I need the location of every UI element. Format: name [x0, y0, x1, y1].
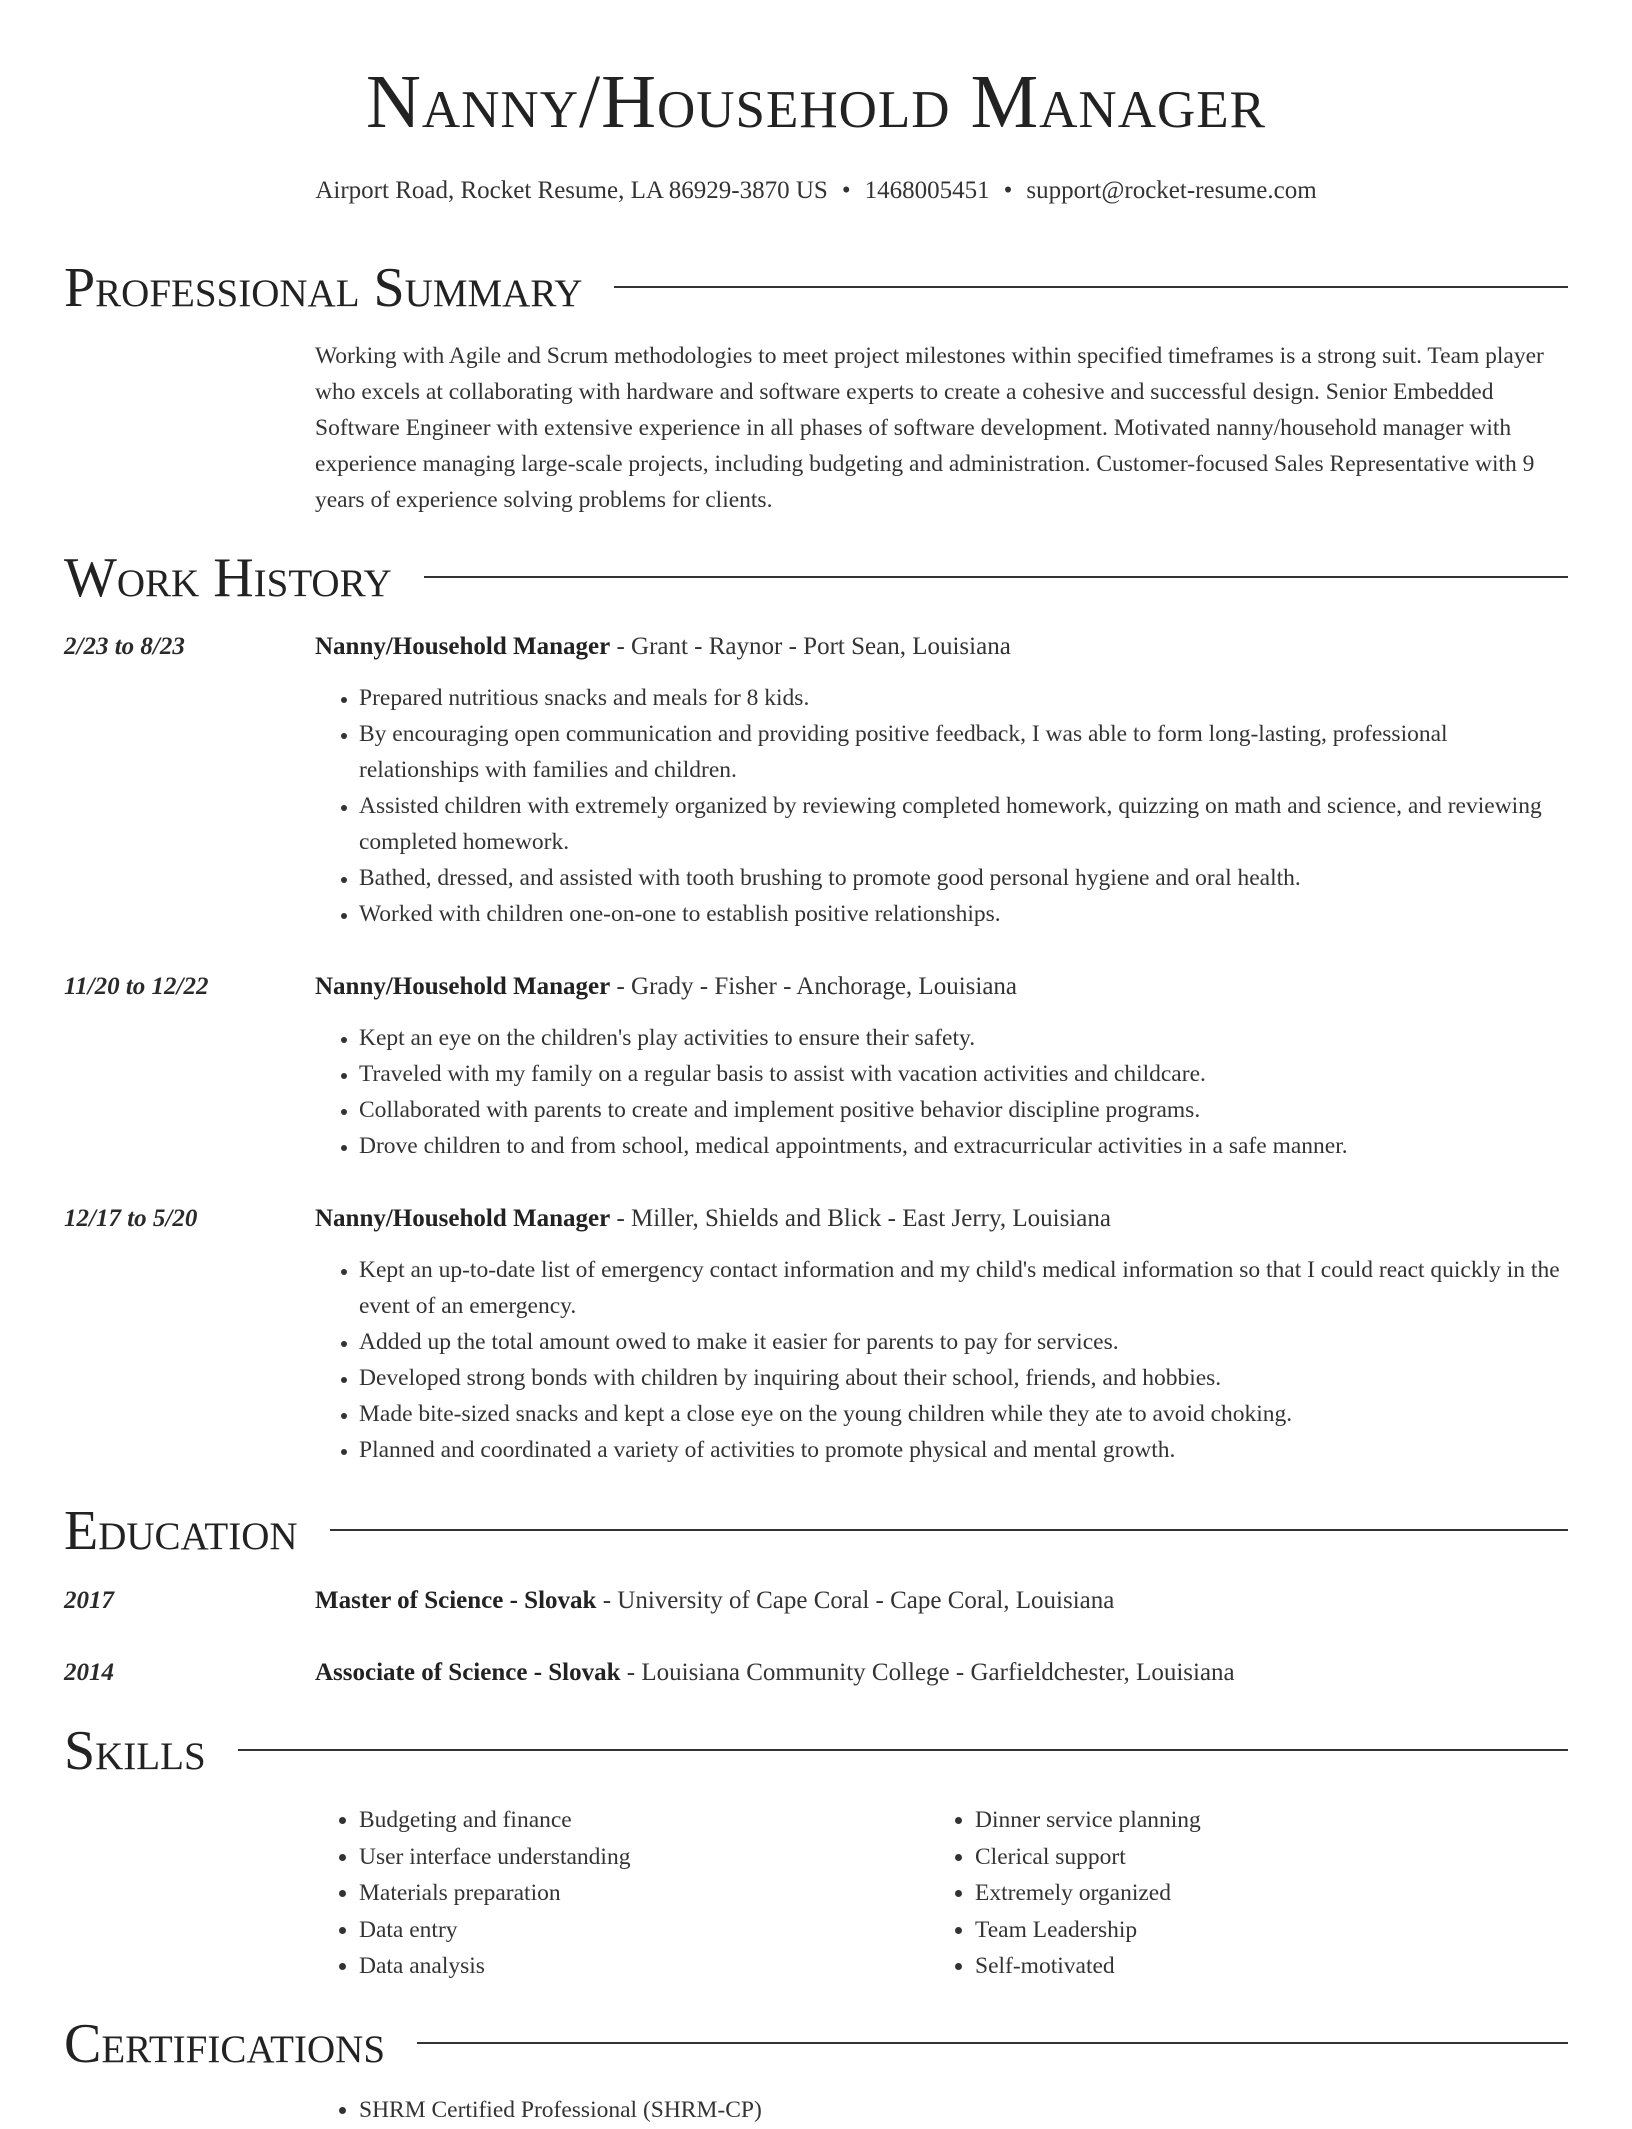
- education-title-line: [315, 1584, 1568, 1618]
- section-work-heading: [64, 548, 1568, 608]
- section-title: Certifications: [64, 2013, 386, 2075]
- work-date: 2/23 to 8/23: [64, 633, 185, 660]
- work-date: 12/17 to 5/20: [64, 1205, 198, 1232]
- list-item: • SHRM Certified Professional (SHRM-CP): [359, 2092, 1259, 2129]
- education-title-line: [315, 1656, 1568, 1690]
- list-item: • Clerical support: [975, 1839, 1535, 1876]
- section-title: Work History: [64, 547, 392, 609]
- section-divider: [238, 1749, 1568, 1751]
- section-title: Skills: [64, 1720, 206, 1782]
- list-item: • Dinner service planning: [975, 1802, 1535, 1839]
- education-date: 2017: [64, 1587, 114, 1614]
- job-title: Nanny/Household Manager: [315, 973, 611, 1000]
- job-title: Nanny/Household Manager: [315, 633, 611, 660]
- section-divider: [614, 286, 1568, 288]
- section-divider: [330, 1529, 1568, 1531]
- list-item: • Team Leadership: [975, 1912, 1535, 1949]
- candidate-name: Nanny/Household Manager: [366, 60, 1266, 144]
- list-item: • Prepared nutritious snacks and meals for 8 kids.: [359, 680, 1568, 716]
- work-bullets: [315, 1020, 1568, 1164]
- list-item: • Developed strong bonds with children by inquiring about their school, friends, and hobbies.: [359, 1360, 1568, 1396]
- list-item: • Kept an up-to-date list of emergency contact information and my child's medical information so that I could react quickly in the event of an emergency.: [359, 1252, 1568, 1324]
- separator: •: [841, 177, 851, 204]
- list-item: • Kept an eye on the children's play activities to ensure their safety.: [359, 1020, 1568, 1056]
- list-item: • Collaborated with parents to create and implement positive behavior discipline programs.: [359, 1092, 1568, 1128]
- list-item: • Worked with children one-on-one to establish positive relationships.: [359, 896, 1568, 932]
- list-item: • Planned and coordinated a variety of activities to promote physical and mental growth.: [359, 1432, 1568, 1468]
- list-item: • Budgeting and finance: [359, 1802, 919, 1839]
- school-details: - Louisiana Community College - Garfieldchester, Louisiana: [620, 1659, 1235, 1686]
- list-item: • Bathed, dressed, and assisted with tooth brushing to promote good personal hygiene and oral health.: [359, 860, 1568, 896]
- section-skills-heading: [64, 1721, 1568, 1781]
- job-details: - Grady - Fisher - Anchorage, Louisiana: [610, 973, 1018, 1000]
- degree: Associate of Science - Slovak: [315, 1659, 621, 1686]
- section-divider: [417, 2042, 1568, 2044]
- list-item: • Traveled with my family on a regular basis to assist with vacation activities and childcare.: [359, 1056, 1568, 1092]
- list-item: • Drove children to and from school, medical appointments, and extracurricular activities in a safe manner.: [359, 1128, 1568, 1164]
- job-title: Nanny/Household Manager: [315, 1205, 611, 1232]
- contact-line: [0, 176, 1632, 206]
- list-item: • Self-motivated: [975, 1948, 1535, 1985]
- list-item: • Materials preparation: [359, 1875, 919, 1912]
- job-details: - Miller, Shields and Blick - East Jerry, Louisiana: [610, 1205, 1111, 1232]
- work-title-line: [315, 1202, 1568, 1236]
- separator: •: [1003, 177, 1013, 204]
- section-title: Education: [64, 1500, 298, 1562]
- phone: 1468005451: [864, 177, 990, 204]
- list-item: • Made bite-sized snacks and kept a close eye on the young children while they ate to avoid choking.: [359, 1396, 1568, 1432]
- section-title: Professional Summary: [64, 257, 583, 319]
- list-item: • User interface understanding: [359, 1839, 919, 1876]
- work-date: 11/20 to 12/22: [64, 973, 209, 1000]
- education-date: 2014: [64, 1659, 114, 1686]
- skills-list-left: [315, 1802, 919, 1985]
- skills-list-right: [931, 1802, 1535, 1985]
- section-education-heading: [64, 1501, 1568, 1561]
- list-item: • Data analysis: [359, 1948, 919, 1985]
- list-item: • Data entry: [359, 1912, 919, 1949]
- email: support@rocket-resume.com: [1026, 177, 1317, 204]
- work-title-line: [315, 630, 1568, 664]
- list-item: • Extremely organized: [975, 1875, 1535, 1912]
- summary-text: Working with Agile and Scrum methodologies to meet project milestones within specified timeframes is a strong suit. Team player who excels at collaborating with hardware and software experts to create a cohesive and successful design. Senior Embedded Software Engineer with extensive experience in all phases of software development. Motivated nanny/household manager with experience managing large-scale projects, including budgeting and administration. Customer-focused Sales Representative with 9 years of experience solving problems for clients.: [315, 343, 1544, 513]
- list-item: • Added up the total amount owed to make it easier for parents to pay for services.: [359, 1324, 1568, 1360]
- work-bullets: [315, 1252, 1568, 1468]
- list-item: • Assisted children with extremely organized by reviewing completed homework, quizzing on math and science, and reviewing completed homework.: [359, 788, 1568, 860]
- degree: Master of Science - Slovak: [315, 1587, 597, 1614]
- section-certifications-heading: [64, 2014, 1568, 2074]
- work-bullets: [315, 680, 1568, 932]
- job-details: - Grant - Raynor - Port Sean, Louisiana: [610, 633, 1011, 660]
- address: Airport Road, Rocket Resume, LA 86929-3870 US: [315, 177, 828, 204]
- section-summary-heading: [64, 258, 1568, 318]
- section-divider: [424, 576, 1568, 578]
- school-details: - University of Cape Coral - Cape Coral, Louisiana: [596, 1587, 1115, 1614]
- list-item: • By encouraging open communication and providing positive feedback, I was able to form long-lasting, professional relationships with families and children.: [359, 716, 1568, 788]
- work-title-line: [315, 970, 1568, 1004]
- certifications-list: [315, 2092, 1259, 2129]
